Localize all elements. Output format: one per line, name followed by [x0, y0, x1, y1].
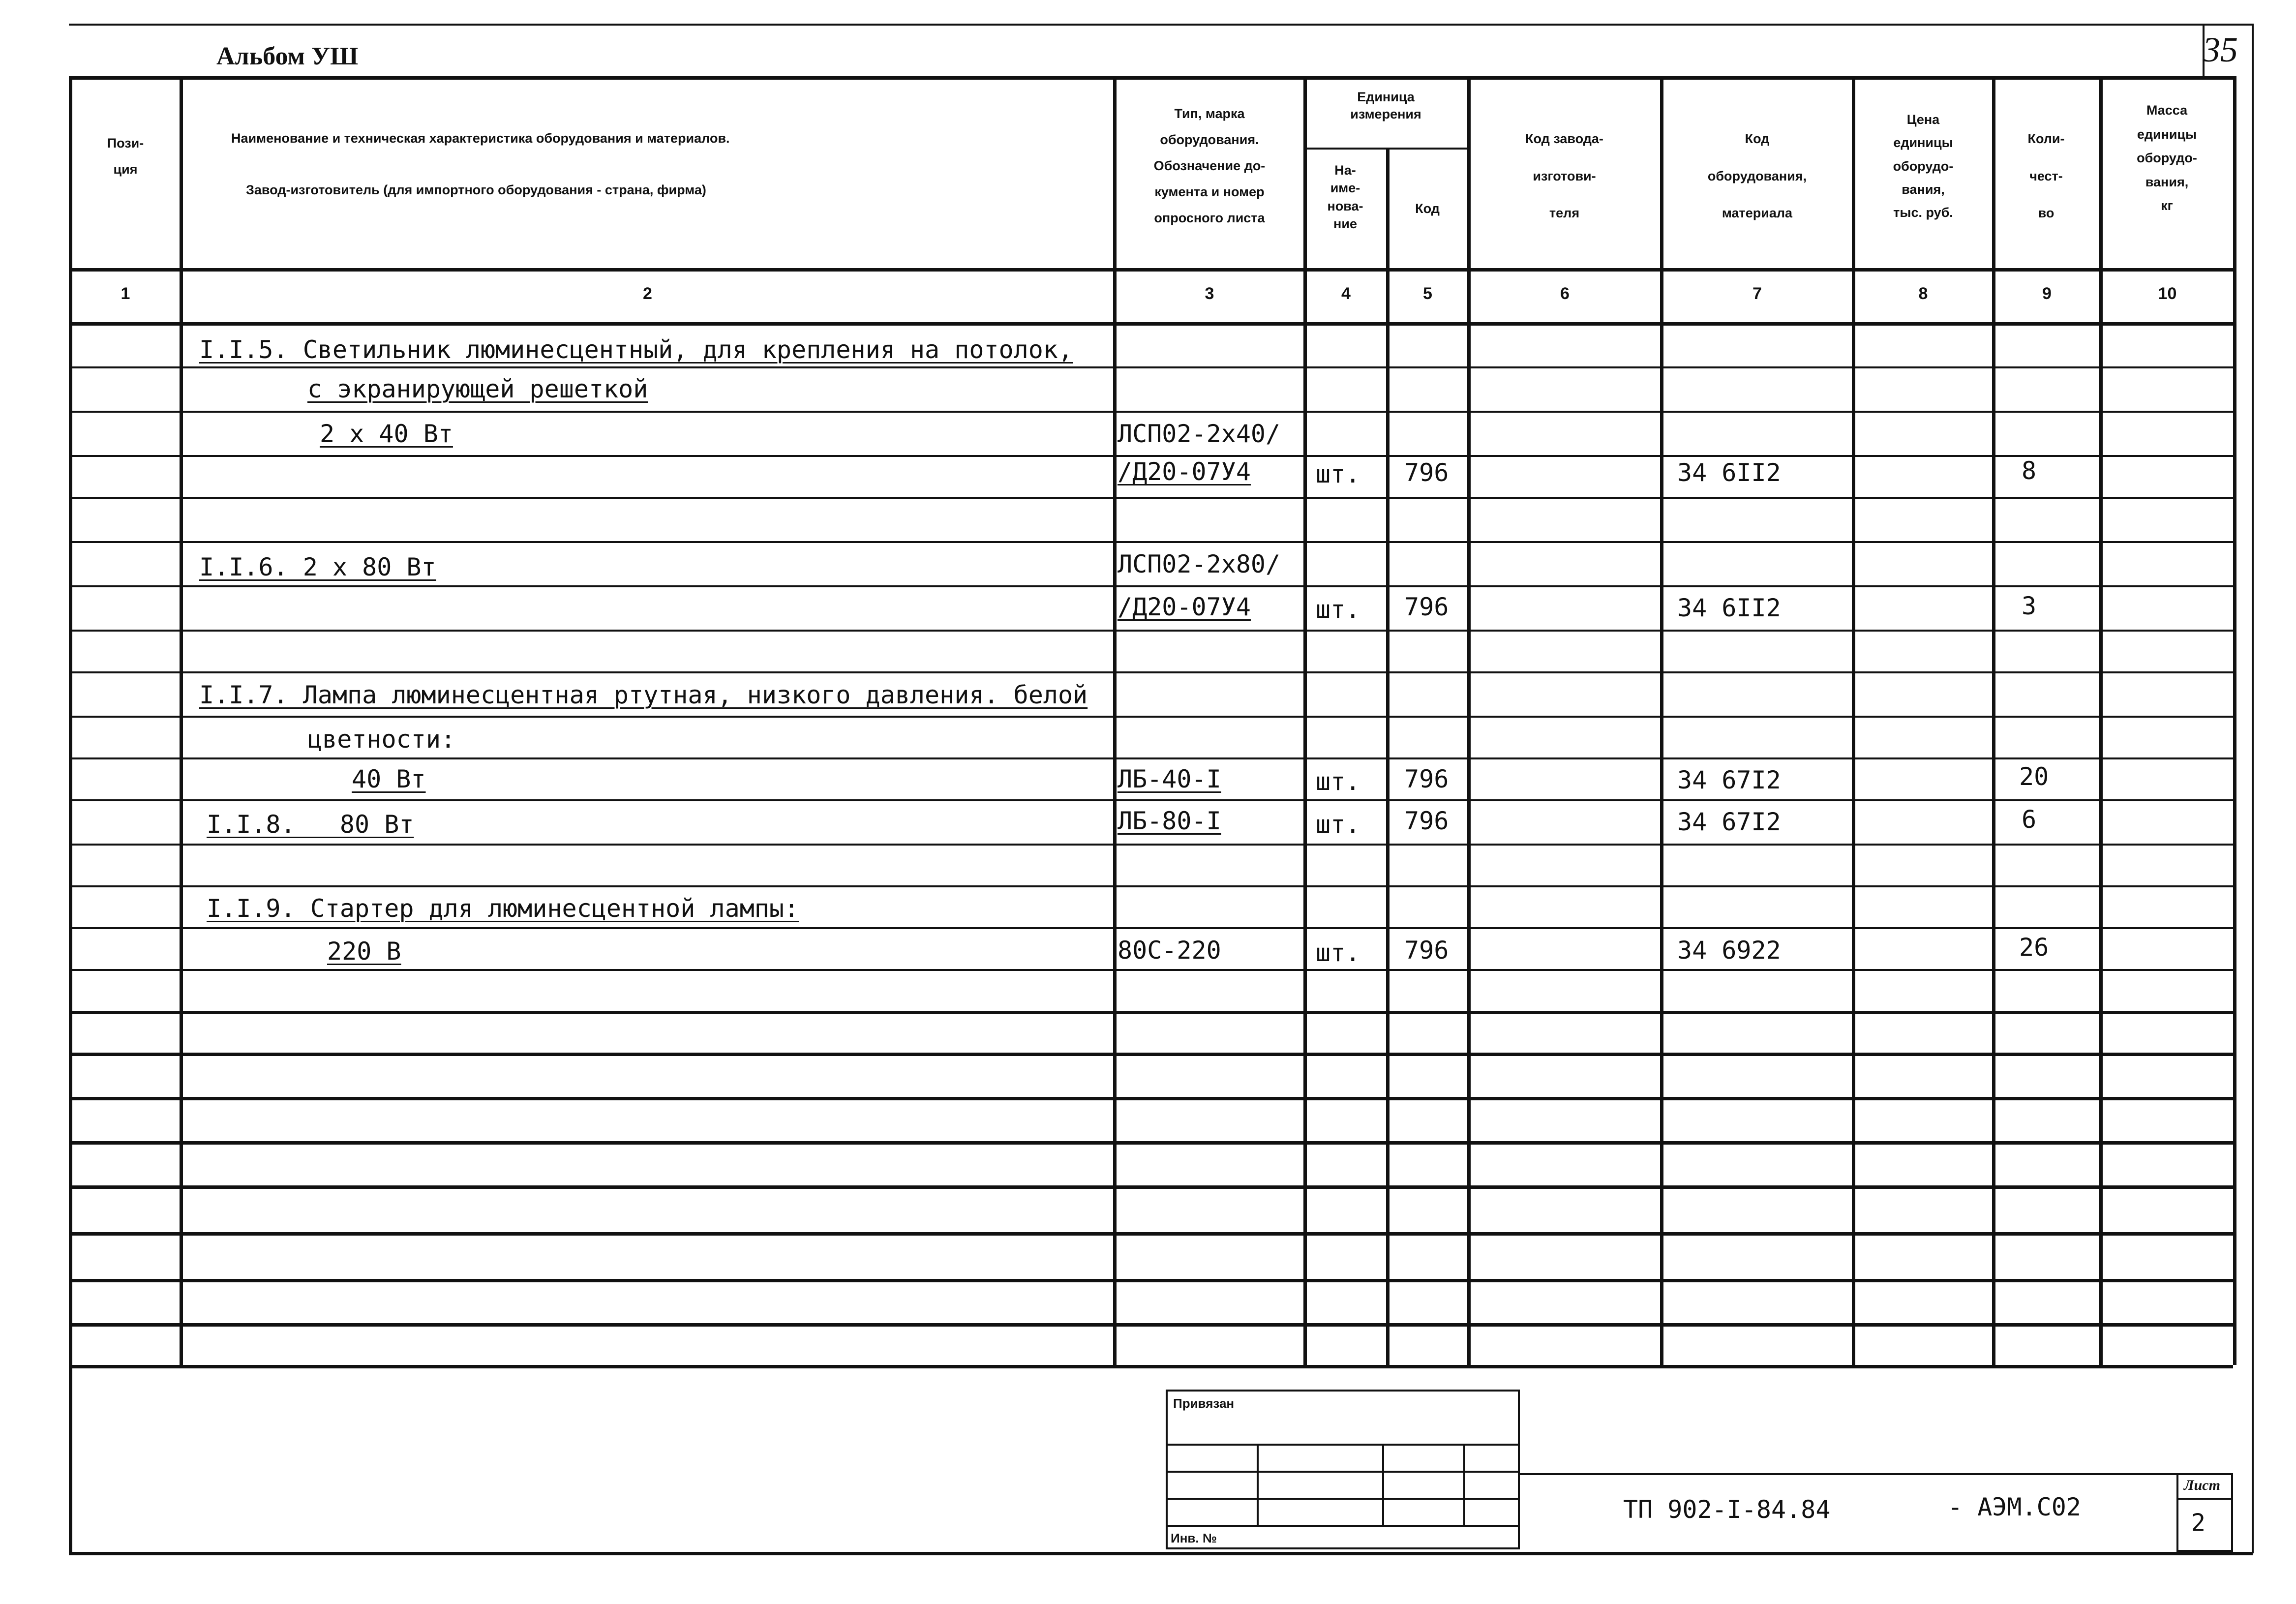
item-name: I.I.8. 80 Вт: [207, 810, 414, 839]
col-num-5: 5: [1423, 284, 1432, 303]
item-name: с экранирующей решеткой: [307, 375, 648, 403]
item-name: 2 х 40 Вт: [320, 420, 453, 448]
item-qty: 8: [2022, 456, 2037, 485]
col2-title: Наименование и техническая характеристика оборудования и материалов.: [231, 131, 730, 146]
item-name: I.I.7. Лампа люминесцентная ртутная, низкого давления. белой: [199, 681, 1088, 709]
item-unit-code: 796: [1404, 765, 1449, 793]
col-num-6: 6: [1560, 284, 1570, 303]
col4-title: На- име- нова- ние: [1327, 163, 1363, 232]
col3-title: Тип, марка оборудования. Обозначение до- кумента и номер опросного листа: [1153, 106, 1266, 225]
item-unit-code: 796: [1404, 807, 1449, 835]
item-qty: 26: [2019, 933, 2049, 962]
col6-title: Код завода- изготови- теля: [1525, 131, 1603, 221]
inventory-label: Инв. №: [1171, 1531, 1217, 1545]
item-qty: 6: [2022, 805, 2037, 834]
item-code: 34 6II2: [1677, 458, 1781, 487]
col9-title: Коли- чест- во: [2027, 131, 2065, 221]
item-code: 34 6II2: [1677, 594, 1781, 622]
col-num-8: 8: [1918, 284, 1928, 303]
col7-title: Код оборудования, материала: [1707, 131, 1807, 221]
col-num-7: 7: [1752, 284, 1762, 303]
col-num-3: 3: [1205, 284, 1214, 303]
linked-label: Привязан: [1173, 1396, 1235, 1411]
item-type: ЛСП02-2х80/: [1118, 550, 1281, 578]
document-code: ТП 902-I-84.84: [1623, 1495, 1831, 1524]
item-type: /Д20-07У4: [1118, 593, 1251, 621]
col-num-1: 1: [121, 284, 130, 303]
col-num-2: 2: [643, 284, 652, 303]
item-name: 40 Вт: [352, 765, 426, 793]
item-unit: шт.: [1316, 767, 1360, 796]
col-num-10: 10: [2158, 284, 2177, 303]
col2-title-manufacturer: Завод-изготовитель (для импортного оборудования - страна, фирма): [246, 182, 706, 197]
item-unit-code: 796: [1404, 936, 1449, 965]
item-code: 34 67I2: [1677, 808, 1781, 836]
item-name: цветности:: [307, 725, 456, 754]
sheet-label: Лист: [2184, 1477, 2220, 1493]
item-type: ЛСП02-2х40/: [1118, 420, 1281, 448]
item-unit: шт.: [1316, 938, 1360, 967]
item-type: /Д20-07У4: [1118, 457, 1251, 486]
sheet-number: 2: [2191, 1509, 2205, 1537]
item-type: ЛБ-40-I: [1118, 765, 1221, 793]
col-num-4: 4: [1341, 284, 1351, 303]
item-code: 34 67I2: [1677, 766, 1781, 794]
item-qty: 3: [2022, 592, 2037, 620]
item-name: I.I.6. 2 х 80 Вт: [199, 553, 436, 581]
item-type: 80С-220: [1118, 936, 1221, 965]
col8-title: Цена единицы оборудо- вания, тыс. руб.: [1893, 112, 1954, 220]
item-unit: шт.: [1316, 595, 1360, 624]
item-code: 34 6922: [1677, 936, 1781, 965]
album-label: Альбом УШ: [216, 42, 359, 70]
item-name: I.I.5. Светильник люминесцентный, для крепления на потолок,: [199, 335, 1073, 364]
unit-group-title: Единица измерения: [1350, 90, 1421, 122]
col-num-9: 9: [2042, 284, 2052, 303]
item-type: ЛБ-80-I: [1118, 807, 1221, 835]
item-unit-code: 796: [1404, 458, 1449, 487]
page-number: 35: [2203, 30, 2238, 69]
item-unit-code: 796: [1404, 593, 1449, 621]
document-suffix: - АЭМ.С02: [1948, 1493, 2081, 1521]
item-unit: шт.: [1316, 810, 1360, 839]
item-name: 220 В: [327, 937, 401, 966]
item-qty: 20: [2019, 762, 2049, 791]
item-name: I.I.9. Стартер для люминесцентной лампы:: [207, 894, 799, 923]
col10-title: Масса единицы оборудо- вания, кг: [2137, 103, 2197, 213]
item-unit: шт.: [1316, 460, 1360, 488]
col5-title: Код: [1415, 201, 1440, 216]
col1-title: Пози- ция: [107, 136, 144, 177]
